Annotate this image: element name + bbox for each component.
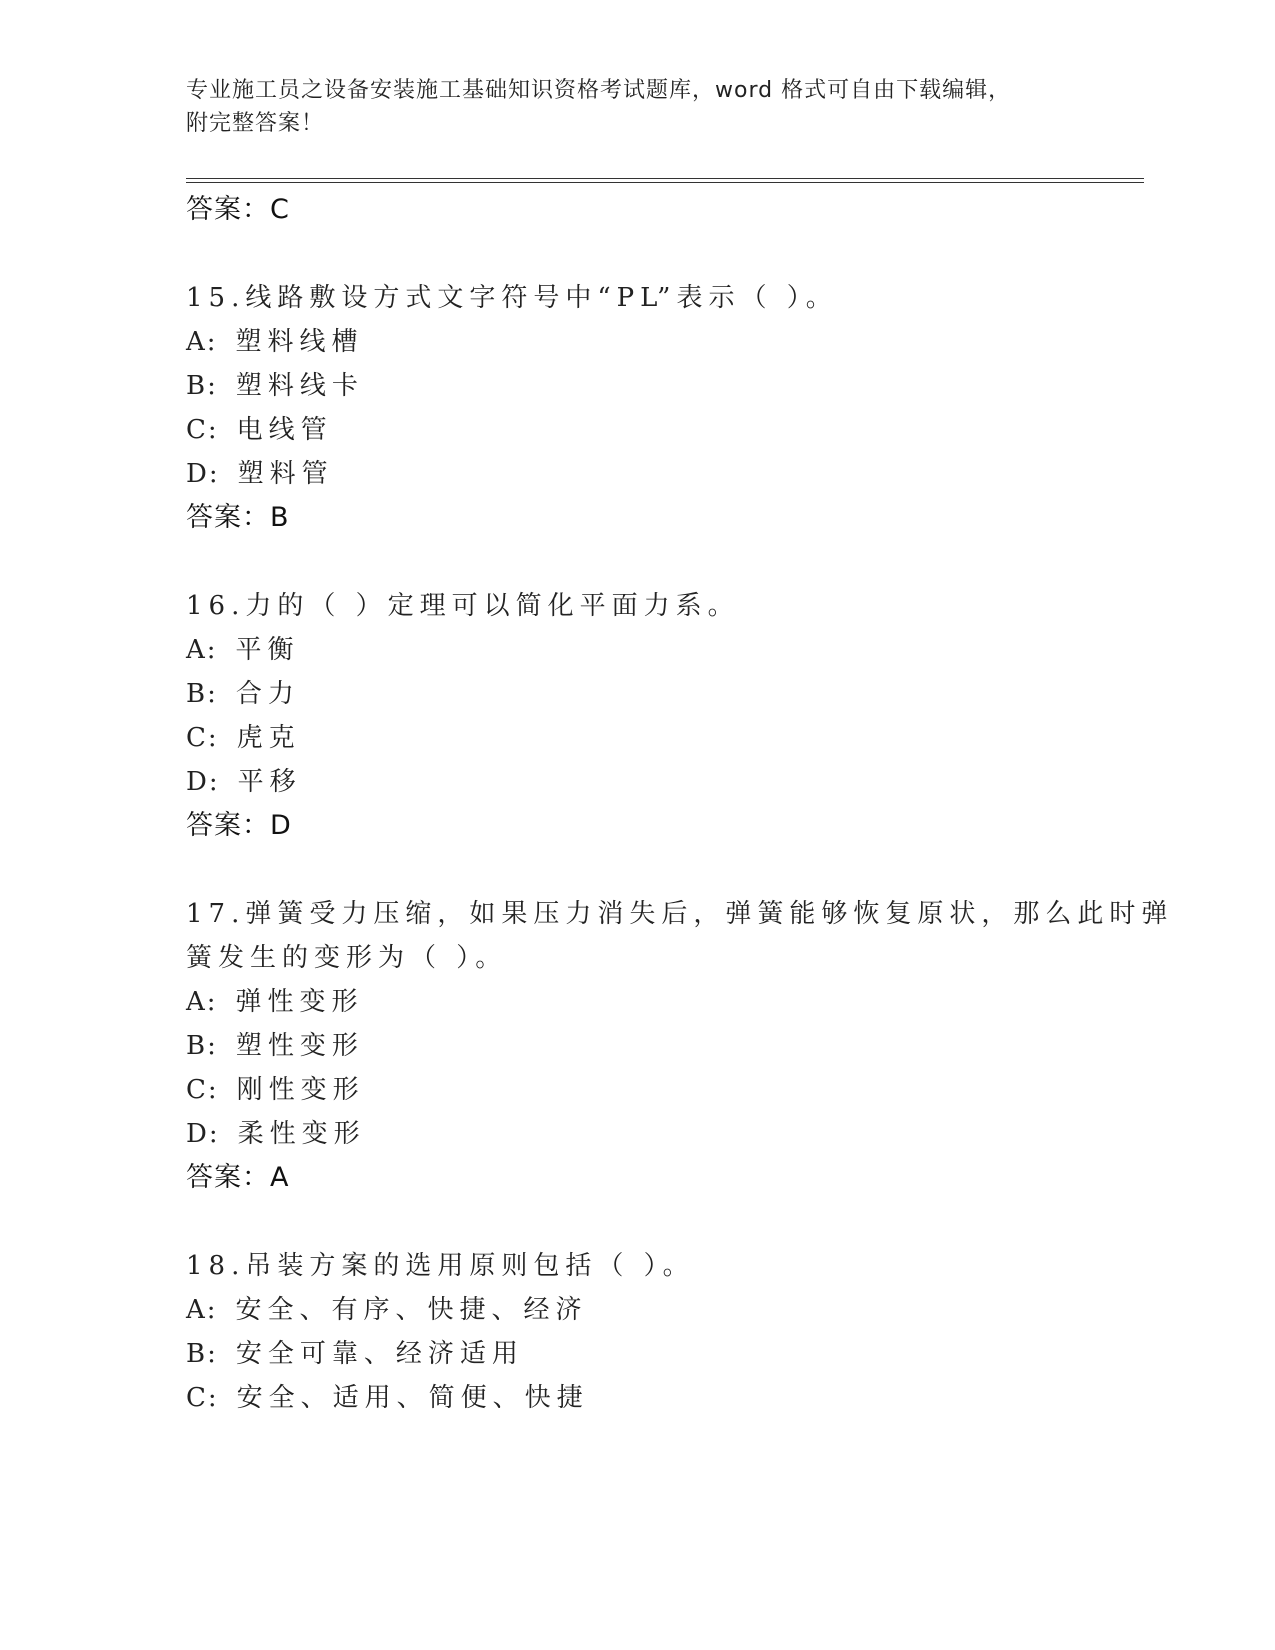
question-15-option-a: [186, 326, 364, 358]
answer-q14: 答案：C: [186, 194, 290, 225]
question-15-stem: 15.线路敷设方式文字符号中“PL”表示（ ）。: [186, 283, 838, 313]
question-15-option-d: [186, 458, 334, 490]
question-15-option-b: [186, 370, 364, 402]
option-text: 平衡: [235, 635, 300, 665]
document-header: [186, 74, 1066, 140]
option-letter: B:: [186, 1031, 218, 1061]
option-text: 塑料线槽: [235, 327, 364, 357]
question-17-option-b: [186, 1030, 364, 1062]
header-line-2: 附完整答案！: [186, 111, 325, 136]
question-17-option-a: [186, 986, 364, 1018]
option-letter: A:: [186, 1295, 218, 1325]
answer-q16: 答案：D: [186, 810, 292, 841]
question-16-option-c: [186, 722, 301, 754]
option-letter: C:: [186, 415, 219, 445]
question-17-option-d: [186, 1118, 366, 1150]
option-letter: B:: [186, 1339, 218, 1369]
question-18-option-b: [186, 1338, 524, 1370]
option-letter: D:: [186, 459, 220, 489]
option-letter: D:: [186, 1119, 220, 1149]
option-text: 刚性变形: [236, 1075, 365, 1105]
question-18-stem: 18.吊装方案的选用原则包括（ ）。: [186, 1251, 695, 1281]
option-letter: A:: [186, 327, 218, 357]
question-18-option-a: [186, 1294, 588, 1326]
header-divider-bottom: [186, 182, 1144, 183]
question-15-option-c: [186, 414, 333, 446]
option-text: 塑料线卡: [235, 371, 364, 401]
question-16-stem: 16.力的（ ）定理可以简化平面力系。: [186, 591, 740, 621]
option-letter: C:: [186, 723, 219, 753]
option-letter: B:: [186, 679, 218, 709]
option-letter: B:: [186, 371, 218, 401]
answer-q17: 答案：A: [186, 1162, 290, 1193]
option-letter: D:: [186, 767, 220, 797]
question-17-stem-line-2: 簧发生的变形为（ ）。: [186, 943, 508, 973]
question-16-option-d: [186, 766, 302, 798]
option-text: 电线管: [236, 415, 333, 445]
option-letter: C:: [186, 1075, 219, 1105]
option-text: 安全可靠、经济适用: [235, 1339, 524, 1369]
option-letter: A:: [186, 635, 218, 665]
option-text: 合力: [235, 679, 300, 709]
header-line-1: 专业施工员之设备安装施工基础知识资格考试题库，word 格式可自由下载编辑，: [186, 78, 1012, 103]
option-text: 塑料管: [237, 459, 334, 489]
option-text: 塑性变形: [235, 1031, 364, 1061]
question-17-option-c: [186, 1074, 365, 1106]
option-text: 安全、有序、快捷、经济: [235, 1295, 588, 1325]
option-letter: C:: [186, 1383, 219, 1413]
option-text: 安全、适用、简便、快捷: [236, 1383, 589, 1413]
answer-q15: 答案：B: [186, 502, 290, 533]
option-letter: A:: [186, 987, 218, 1017]
option-text: 平移: [237, 767, 302, 797]
question-16-option-b: [186, 678, 300, 710]
question-18-option-c: [186, 1382, 589, 1414]
option-text: 弹性变形: [235, 987, 364, 1017]
question-16-option-a: [186, 634, 300, 666]
option-text: 虎克: [236, 723, 301, 753]
option-text: 柔性变形: [237, 1119, 366, 1149]
header-divider-top: [186, 178, 1144, 179]
question-17-stem-line-1: 17.弹簧受力压缩，如果压力消失后，弹簧能够恢复原状，那么此时弹: [186, 899, 1174, 929]
